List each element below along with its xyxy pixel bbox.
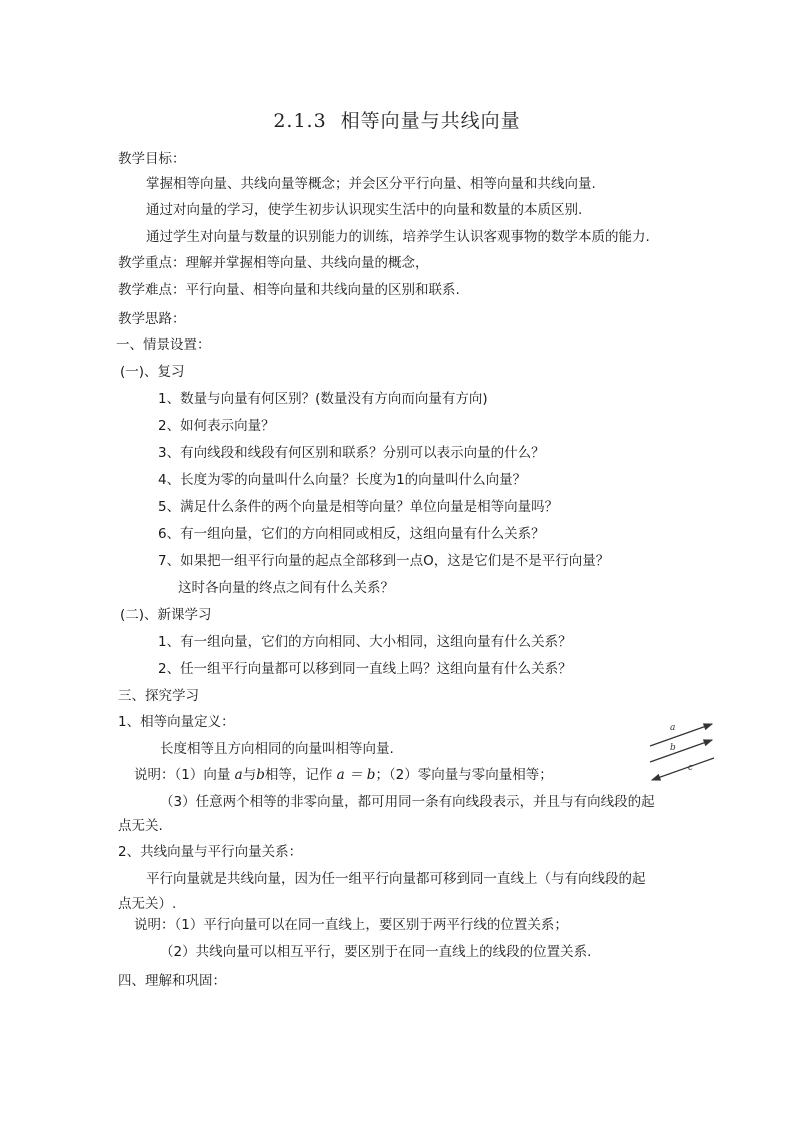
review-item: 6、有一组向量，它们的方向相同或相反，这组向量有什么关系？ <box>158 526 545 542</box>
new-lesson-item: 2、任一组平行向量都可以移到同一直线上吗？这组向量有什么关系？ <box>158 661 572 677</box>
equality-expression: a ＝ b <box>336 767 376 783</box>
objective-item: 掌握相等向量、共线向量等概念；并会区分平行向量、相等向量和共线向量. <box>146 176 596 192</box>
review-continuation: 这时各向量的终点之间有什么关系？ <box>178 580 394 596</box>
objective-item: 通过学生对向量与数量的识别能力的训练，培养学生认识客观事物的数学本质的能力. <box>146 229 650 245</box>
collinear-note2: （2）共线向量可以相互平行，要区别于在同一直线上的线段的位置关系. <box>160 944 592 960</box>
vector-a-label: a <box>670 723 676 733</box>
equal-vector-note <box>134 766 553 784</box>
note-prefix: 说明：（1）向量 <box>134 767 231 783</box>
new-lesson-heading: (二)、新课学习 <box>120 607 212 623</box>
parallel-vectors-figure <box>648 718 718 786</box>
vector-a-symbol: a <box>234 767 243 783</box>
objectives-heading: 教学目标： <box>118 151 186 167</box>
difficulty: 教学难点：平行向量、相等向量和共线向量的区别和联系. <box>118 282 460 298</box>
collinear-heading: 2、共线向量与平行向量关系： <box>118 844 303 860</box>
new-lesson-item: 1、有一组向量，它们的方向相同、大小相同，这组向量有什么关系？ <box>158 634 572 650</box>
objective-item: 通过对向量的学习，使学生初步认识现实生活中的向量和数量的本质区别. <box>146 202 583 218</box>
review-item: 7、如果把一组平行向量的起点全部移到一点O，这是它们是不是平行向量？ <box>158 553 610 569</box>
equal-vector-note3-cont: 点无关. <box>118 818 163 834</box>
note-suffix: ；（2）零向量与零向量相等； <box>375 767 553 783</box>
collinear-text: 平行向量就是共线向量，因为任一组平行向量都可移到同一直线上（与有向线段的起 <box>146 871 646 887</box>
section4-heading: 四、理解和巩固： <box>118 973 226 989</box>
review-item: 1、数量与向量有何区别？(数量没有方向而向量有方向) <box>158 391 488 407</box>
review-heading: (一)、复习 <box>120 364 185 380</box>
equal-vector-definition: 长度相等且方向相同的向量叫相等向量. <box>160 741 394 757</box>
equal-vector-note3: （3）任意两个相等的非零向量，都可用同一条有向线段表示，并且与有向线段的起 <box>160 794 655 810</box>
vector-b-symbol: b <box>256 767 265 783</box>
section1-heading: 一、情景设置： <box>116 337 211 353</box>
key-point: 教学重点：理解并掌握相等向量、共线向量的概念， <box>118 255 429 271</box>
note-and: 与 <box>242 767 257 783</box>
section-number: 2.1.3 <box>273 110 327 132</box>
vector-b-label: b <box>670 743 676 753</box>
review-item: 3、有向线段和线段有何区别和联系？分别可以表示向量的什么？ <box>158 445 545 461</box>
page-title <box>0 106 794 133</box>
collinear-note1: 说明：（1）平行向量可以在同一直线上，要区别于两平行线的位置关系； <box>134 917 568 933</box>
title-text: 相等向量与共线向量 <box>340 110 521 132</box>
section3-heading: 三、探究学习 <box>118 688 199 704</box>
approach-heading: 教学思路： <box>118 311 186 327</box>
note-mid: 相等，记作 <box>264 767 333 783</box>
review-item: 5、满足什么条件的两个向量是相等向量？单位向量是相等向量吗？ <box>158 499 559 515</box>
review-item: 2、如何表示向量？ <box>158 418 275 434</box>
vector-c-arrow <box>652 758 714 780</box>
vector-c-label: c <box>688 763 694 773</box>
equal-vector-heading: 1、相等向量定义： <box>118 714 235 730</box>
review-item: 4、长度为零的向量叫什么向量？长度为1的向量叫什么向量？ <box>158 472 527 488</box>
collinear-text-cont: 点无关）. <box>118 896 177 912</box>
